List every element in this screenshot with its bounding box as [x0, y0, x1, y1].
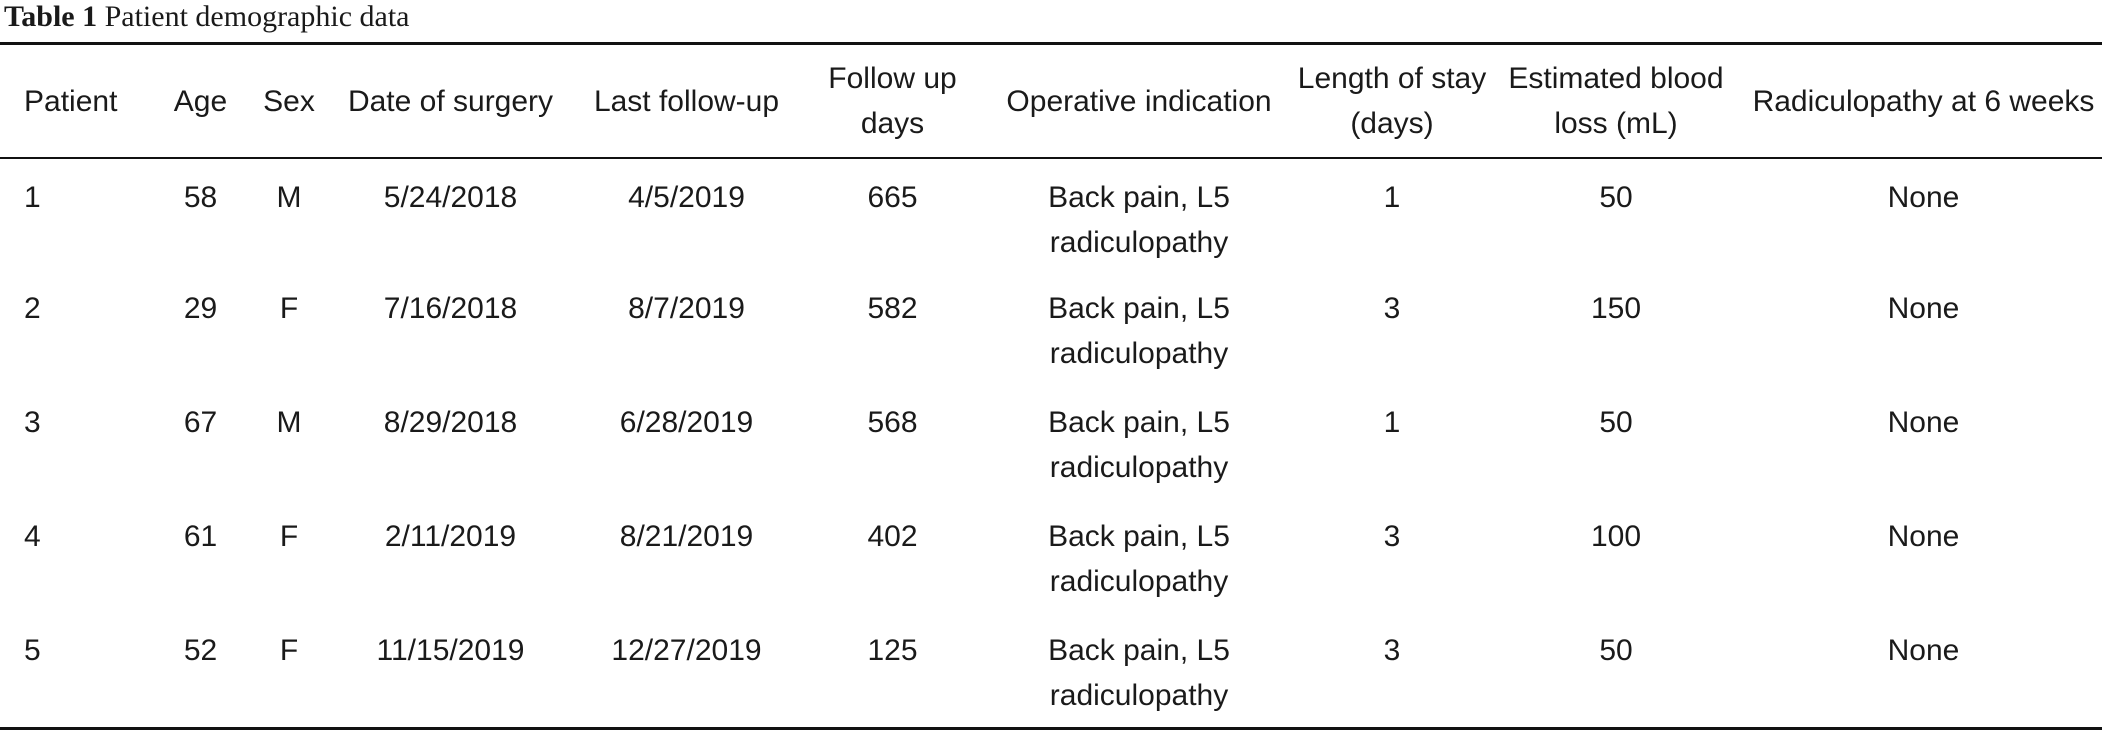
- cell-last-follow-up: 8/7/2019: [628, 292, 745, 325]
- cell-radiculopathy: None: [1887, 181, 1960, 214]
- header-radiculopathy: Radiculopathy at 6 weeks: [1745, 44, 2102, 159]
- cell-follow-up-days: 402: [867, 520, 918, 553]
- header-follow-up-days: Follow up days: [804, 44, 981, 159]
- cell-radiculopathy: None: [1887, 520, 1960, 553]
- cell-age: 52: [183, 634, 218, 667]
- cell-patient: 2: [24, 292, 41, 325]
- table-number: Table 1: [4, 0, 98, 33]
- cell-age: 29: [183, 292, 218, 325]
- cell-date-of-surgery: 11/15/2019: [376, 634, 525, 667]
- table-row: [0, 614, 2102, 728]
- header-row: [0, 44, 2102, 159]
- cell-follow-up-days: 568: [867, 406, 918, 439]
- cell-length-of-stay: 3: [1383, 520, 1401, 553]
- header-estimated-blood-loss: Estimated blood loss (mL): [1487, 44, 1745, 159]
- cell-date-of-surgery: 8/29/2018: [383, 406, 518, 439]
- cell-operative-indication: Back pain, L5 radiculopathy: [1048, 520, 1230, 598]
- cell-sex: M: [276, 181, 302, 214]
- cell-last-follow-up: 6/28/2019: [619, 406, 754, 439]
- table-row: [0, 500, 2102, 614]
- header-sex: Sex: [246, 44, 332, 159]
- cell-follow-up-days: 665: [867, 181, 918, 214]
- cell-radiculopathy: None: [1887, 406, 1960, 439]
- cell-age: 67: [183, 406, 218, 439]
- header-patient: Patient: [0, 44, 155, 159]
- cell-operative-indication: Back pain, L5 radiculopathy: [1048, 181, 1230, 259]
- cell-estimated-blood-loss: 150: [1590, 292, 1642, 325]
- cell-radiculopathy: None: [1887, 634, 1960, 667]
- table-caption: [4, 0, 410, 40]
- header-length-of-stay: Length of stay (days): [1297, 44, 1487, 159]
- cell-sex: F: [279, 520, 299, 553]
- table-header: [0, 44, 2102, 159]
- header-operative-indication: Operative indication: [981, 44, 1297, 159]
- table-row: [0, 158, 2102, 272]
- header-last-follow-up: Last follow-up: [569, 44, 804, 159]
- header-age: Age: [155, 44, 246, 159]
- cell-last-follow-up: 8/21/2019: [619, 520, 754, 553]
- cell-operative-indication: Back pain, L5 radiculopathy: [1048, 634, 1230, 712]
- cell-patient: 1: [24, 181, 41, 214]
- cell-follow-up-days: 582: [867, 292, 918, 325]
- cell-length-of-stay: 3: [1383, 634, 1401, 667]
- cell-age: 61: [183, 520, 218, 553]
- cell-patient: 3: [24, 406, 41, 439]
- cell-last-follow-up: 12/27/2019: [611, 634, 762, 667]
- cell-sex: F: [279, 292, 299, 325]
- cell-last-follow-up: 4/5/2019: [628, 181, 745, 214]
- cell-patient: 4: [24, 520, 41, 553]
- cell-patient: 5: [24, 634, 41, 667]
- table-body: [0, 158, 2102, 728]
- cell-length-of-stay: 3: [1383, 292, 1401, 325]
- cell-radiculopathy: None: [1887, 292, 1960, 325]
- cell-estimated-blood-loss: 50: [1599, 181, 1633, 214]
- cell-follow-up-days: 125: [867, 634, 918, 667]
- cell-length-of-stay: 1: [1383, 181, 1401, 214]
- cell-length-of-stay: 1: [1383, 406, 1401, 439]
- header-date-of-surgery: Date of surgery: [332, 44, 569, 159]
- cell-age: 58: [183, 181, 218, 214]
- cell-date-of-surgery: 7/16/2018: [383, 292, 518, 325]
- table-row: [0, 272, 2102, 386]
- cell-date-of-surgery: 5/24/2018: [383, 181, 518, 214]
- table-row: [0, 386, 2102, 500]
- table-title: Patient demographic data: [104, 0, 410, 33]
- patient-demographic-table: [0, 42, 2102, 730]
- cell-estimated-blood-loss: 100: [1590, 520, 1642, 553]
- cell-estimated-blood-loss: 50: [1599, 406, 1633, 439]
- cell-sex: F: [279, 634, 299, 667]
- cell-estimated-blood-loss: 50: [1599, 634, 1633, 667]
- cell-operative-indication: Back pain, L5 radiculopathy: [1048, 292, 1230, 370]
- cell-operative-indication: Back pain, L5 radiculopathy: [1048, 406, 1230, 484]
- cell-sex: M: [276, 406, 302, 439]
- cell-date-of-surgery: 2/11/2019: [384, 520, 517, 553]
